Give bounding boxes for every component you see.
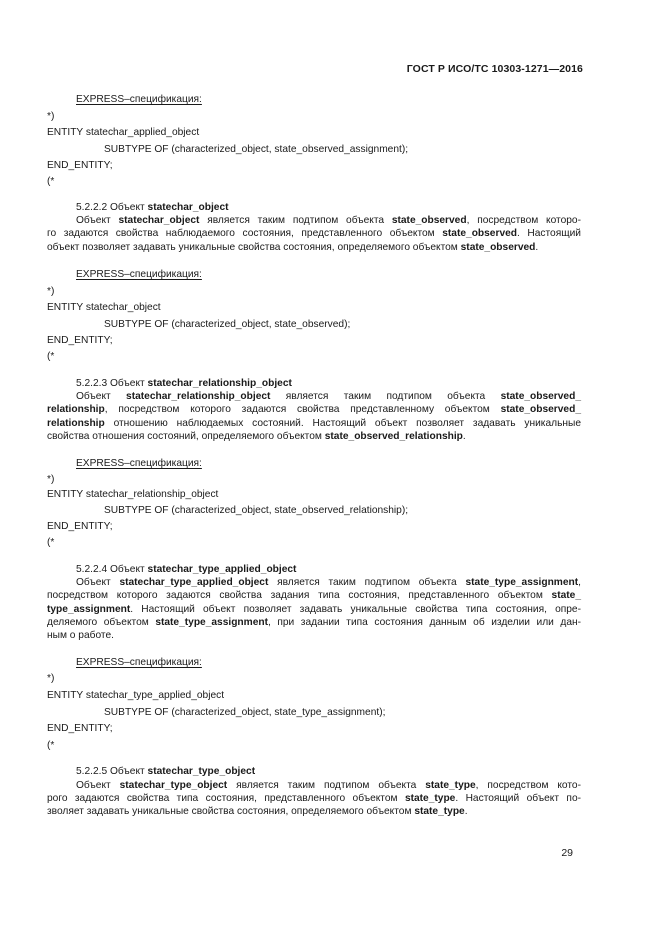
bold-term: state_observed_ <box>500 391 581 402</box>
desc-line: посредством которого задаются свойства задания типа состояния, представленного объектом state_ <box>47 590 581 601</box>
entity-line: ENTITY statechar_applied_object <box>47 127 200 138</box>
bold-term: state_type_assignment <box>465 577 579 588</box>
subtype-line: SUBTYPE OF (characterized_object, state_observed); <box>104 319 351 330</box>
bold-term: state_observed_ <box>500 404 581 415</box>
page-number: 29 <box>561 847 573 859</box>
desc-line: зволяет задавать уникальные свойства состояния, определяемого объектом state_type. <box>47 806 468 817</box>
desc-line: деляемого объектом state_type_assignment, при задании типа состояния данным об изделии или дан- <box>47 617 582 628</box>
subtype-line: SUBTYPE OF (characterized_object, state_observed_relationship); <box>104 505 409 516</box>
bold-term: statechar_type_applied_object <box>119 577 269 588</box>
subtype-line: SUBTYPE OF (characterized_object, state_type_assignment); <box>104 707 386 718</box>
express-label: EXPRESS–спецификация: <box>76 94 202 105</box>
bold-term: state_observed_relationship <box>324 431 463 442</box>
section-heading: 5.2.2.3 Объект statechar_relationship_object <box>76 378 292 389</box>
code-open: *) <box>47 474 55 485</box>
desc-line: Объект statechar_type_object является таким подтипом объекта state_type, посредством кото- <box>76 780 581 791</box>
entity-line: ENTITY statechar_object <box>47 302 161 313</box>
bold-term: statechar_object <box>118 215 200 226</box>
code-close: (* <box>47 176 55 187</box>
bold-term: type_assignment <box>47 604 131 615</box>
bold-term: state_observed <box>391 215 467 226</box>
section-heading: 5.2.2.2 Объект statechar_object <box>76 202 229 213</box>
desc-line: relationship отношению наблюдаемых состояний. Настоящий объект позволяет задавать уникальные <box>47 418 581 429</box>
desc-line: свойства отношения состояний, определяемого объектом state_observed_relationship. <box>47 431 466 442</box>
desc-line: ным о работе. <box>47 630 114 641</box>
bold-term: state_observed <box>442 228 517 239</box>
section-heading: 5.2.2.4 Объект statechar_type_applied_object <box>76 564 297 575</box>
express-label: EXPRESS–спецификация: <box>76 269 202 280</box>
bold-term: relationship <box>47 404 105 415</box>
desc-line: го задаются свойства наблюдаемого состояния, представленного объектом state_observed. Настоящий <box>47 228 581 239</box>
entity-line: ENTITY statechar_relationship_object <box>47 489 219 500</box>
end-entity-line: END_ENTITY; <box>47 160 113 171</box>
bold-term: state_type <box>414 806 465 817</box>
desc-line: рого задаются свойства типа состояния, представленного объектом state_type. Настоящий объект по- <box>47 793 581 804</box>
bold-term: statechar_type_object <box>119 780 228 791</box>
end-entity-line: END_ENTITY; <box>47 521 113 532</box>
desc-line: Объект statechar_object является таким подтипом объекта state_observed, посредством которо- <box>76 215 581 226</box>
desc-line: Объект statechar_relationship_object является таким подтипом объекта state_observed_ <box>76 391 581 402</box>
section-heading: 5.2.2.5 Объект statechar_type_object <box>76 766 256 777</box>
bold-term: state_type <box>425 780 476 791</box>
subtype-line: SUBTYPE OF (characterized_object, state_observed_assignment); <box>104 144 409 155</box>
code-open: *) <box>47 111 55 122</box>
code-close: (* <box>47 740 55 751</box>
desc-line: объект позволяет задавать уникальные свойства состояния, определяемого объектом state_observed. <box>47 242 539 253</box>
bold-term: state_type_assignment <box>155 617 268 628</box>
desc-line: Объект statechar_type_applied_object является таким подтипом объекта state_type_assignment, <box>76 577 581 588</box>
bold-term: relationship <box>47 418 105 429</box>
code-close: (* <box>47 537 55 548</box>
express-label: EXPRESS–спецификация: <box>76 657 202 668</box>
document-header: ГОСТ Р ИСО/ТС 10303-1271—2016 <box>406 63 583 75</box>
code-open: *) <box>47 286 55 297</box>
entity-line: ENTITY statechar_type_applied_object <box>47 690 225 701</box>
desc-line: relationship, посредством которого задаются свойства представленному объектом state_observed_ <box>47 404 581 415</box>
bold-term: statechar_relationship_object <box>126 391 271 402</box>
bold-term: state_ <box>551 590 581 601</box>
bold-term: state_observed <box>460 242 536 253</box>
end-entity-line: END_ENTITY; <box>47 335 113 346</box>
express-label: EXPRESS–спецификация: <box>76 458 202 469</box>
code-close: (* <box>47 351 55 362</box>
end-entity-line: END_ENTITY; <box>47 723 113 734</box>
code-open: *) <box>47 673 55 684</box>
bold-term: state_type <box>404 793 456 804</box>
desc-line: type_assignment. Настоящий объект позволяет задавать уникальные свойства типа состояния, опре- <box>47 604 581 615</box>
